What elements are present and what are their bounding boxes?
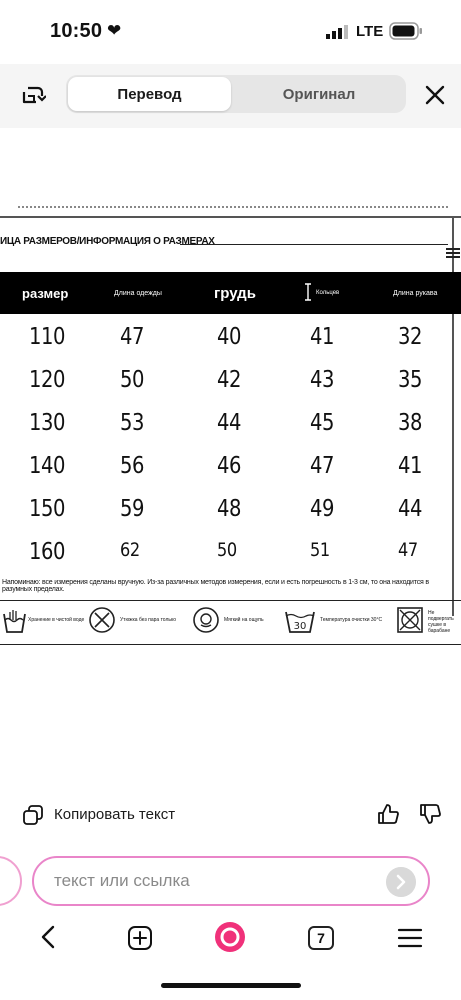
menu-icon[interactable] — [397, 927, 423, 949]
wash-temp: 30 — [293, 621, 307, 632]
table-row — [0, 453, 461, 493]
hand-wash-icon — [2, 606, 26, 636]
table-cell: 42 — [217, 367, 242, 393]
table-cell: 50 — [120, 367, 145, 393]
table-cell: 47 — [398, 539, 418, 561]
signal-icon — [326, 25, 348, 39]
table-row — [0, 324, 461, 364]
table-cell: 41 — [310, 324, 335, 350]
table-row — [0, 539, 461, 579]
size-table-header — [0, 272, 461, 314]
table-cell: 160 — [29, 539, 66, 565]
table-cell: 44 — [217, 410, 242, 436]
care-item — [2, 606, 86, 640]
thumbs-up-icon[interactable] — [376, 802, 400, 826]
translation-toggle — [66, 75, 406, 113]
table-row — [0, 367, 461, 407]
mini-menu-icon — [446, 248, 460, 260]
title-underline — [180, 244, 448, 245]
table-cell: 35 — [398, 367, 423, 393]
new-tab-icon[interactable] — [127, 925, 153, 951]
search-bar — [32, 856, 430, 906]
table-cell: 62 — [120, 539, 140, 561]
no-tumble-dry-icon — [396, 606, 424, 634]
table-row — [0, 496, 461, 536]
table-cell: 45 — [310, 410, 335, 436]
dotted-divider — [18, 206, 448, 208]
shoulder-glyph-icon — [303, 283, 313, 301]
col-chest: грудь — [214, 284, 256, 302]
rotate-translate-icon[interactable] — [18, 82, 46, 110]
tabs-count-button[interactable] — [308, 926, 334, 950]
care-label: Утюжка без пара только — [120, 617, 177, 623]
size-chart-image — [0, 192, 461, 652]
go-arrow-icon[interactable] — [386, 867, 416, 897]
table-cell: 47 — [120, 324, 145, 350]
wash-30-icon — [284, 606, 316, 634]
care-label: Температура очистки 30°C — [320, 617, 383, 623]
home-indicator — [161, 983, 301, 988]
care-item — [396, 606, 460, 640]
bottom-navigation — [0, 915, 461, 965]
table-cell: 48 — [217, 496, 242, 522]
table-cell: 110 — [29, 324, 66, 350]
table-cell: 150 — [29, 496, 66, 522]
table-cell: 44 — [398, 496, 423, 522]
table-cell: 59 — [120, 496, 145, 522]
col-sleeve: Длина рукава — [393, 289, 438, 297]
gentle-wash-icon — [192, 606, 220, 634]
care-divider-top — [0, 600, 461, 601]
care-item — [88, 606, 178, 640]
care-divider-bottom — [0, 644, 461, 645]
table-cell: 49 — [310, 496, 335, 522]
table-cell: 120 — [29, 367, 66, 393]
heart-icon: ❤ — [107, 21, 122, 40]
thumbs-down-icon[interactable] — [418, 802, 442, 826]
care-label: Хранение в чистой воде — [28, 617, 85, 623]
copy-icon[interactable] — [22, 804, 44, 826]
table-cell: 40 — [217, 324, 242, 350]
copy-bar — [22, 802, 442, 828]
size-chart-title: ИЦА РАЗМЕРОВ/ИНФОРМАЦИЯ О РАЗМЕРАХ — [0, 236, 215, 247]
alice-assistant-icon[interactable] — [214, 921, 246, 953]
tabs-count: 7 — [317, 930, 325, 946]
col-shoulder: Кольцев — [316, 290, 340, 296]
search-input[interactable] — [54, 868, 374, 894]
table-row — [0, 410, 461, 450]
table-cell: 51 — [310, 539, 330, 561]
col-size: размер — [22, 285, 69, 301]
table-cell: 38 — [398, 410, 423, 436]
tab-translation[interactable]: Перевод — [68, 77, 231, 111]
col-length: Длина одежды — [114, 289, 162, 297]
back-icon[interactable] — [38, 923, 60, 951]
close-icon[interactable] — [424, 84, 446, 106]
table-cell: 47 — [310, 453, 335, 479]
care-item — [284, 606, 394, 640]
no-bleach-icon — [88, 606, 116, 634]
table-cell: 46 — [217, 453, 242, 479]
table-cell: 56 — [120, 453, 145, 479]
tab-original[interactable]: Оригинал — [282, 85, 356, 103]
status-time: 10:50 — [50, 20, 103, 42]
care-label: Мягкий на ощупь — [224, 617, 264, 623]
care-item — [192, 606, 276, 640]
table-cell: 41 — [398, 453, 423, 479]
copy-text-button[interactable]: Копировать текст — [54, 806, 176, 823]
battery-icon — [389, 22, 423, 40]
table-cell: 140 — [29, 453, 66, 479]
status-bar — [0, 0, 461, 62]
frame-top-line — [0, 216, 461, 218]
network-type: LTE — [356, 23, 384, 40]
table-cell: 50 — [217, 539, 237, 561]
left-pill-button[interactable] — [0, 856, 22, 906]
table-cell: 32 — [398, 324, 423, 350]
table-cell: 130 — [29, 410, 66, 436]
table-cell: 43 — [310, 367, 335, 393]
measurement-note: Напоминаю: все измерения сделаны вручную. Из-за различных методов измерения, если и есть погрешность в 1-3 см, то она находится в разумных пределах. — [2, 579, 429, 593]
translate-toolbar — [0, 64, 461, 128]
care-label: Не подвергать сушке в барабане — [428, 610, 454, 634]
table-cell: 53 — [120, 410, 145, 436]
